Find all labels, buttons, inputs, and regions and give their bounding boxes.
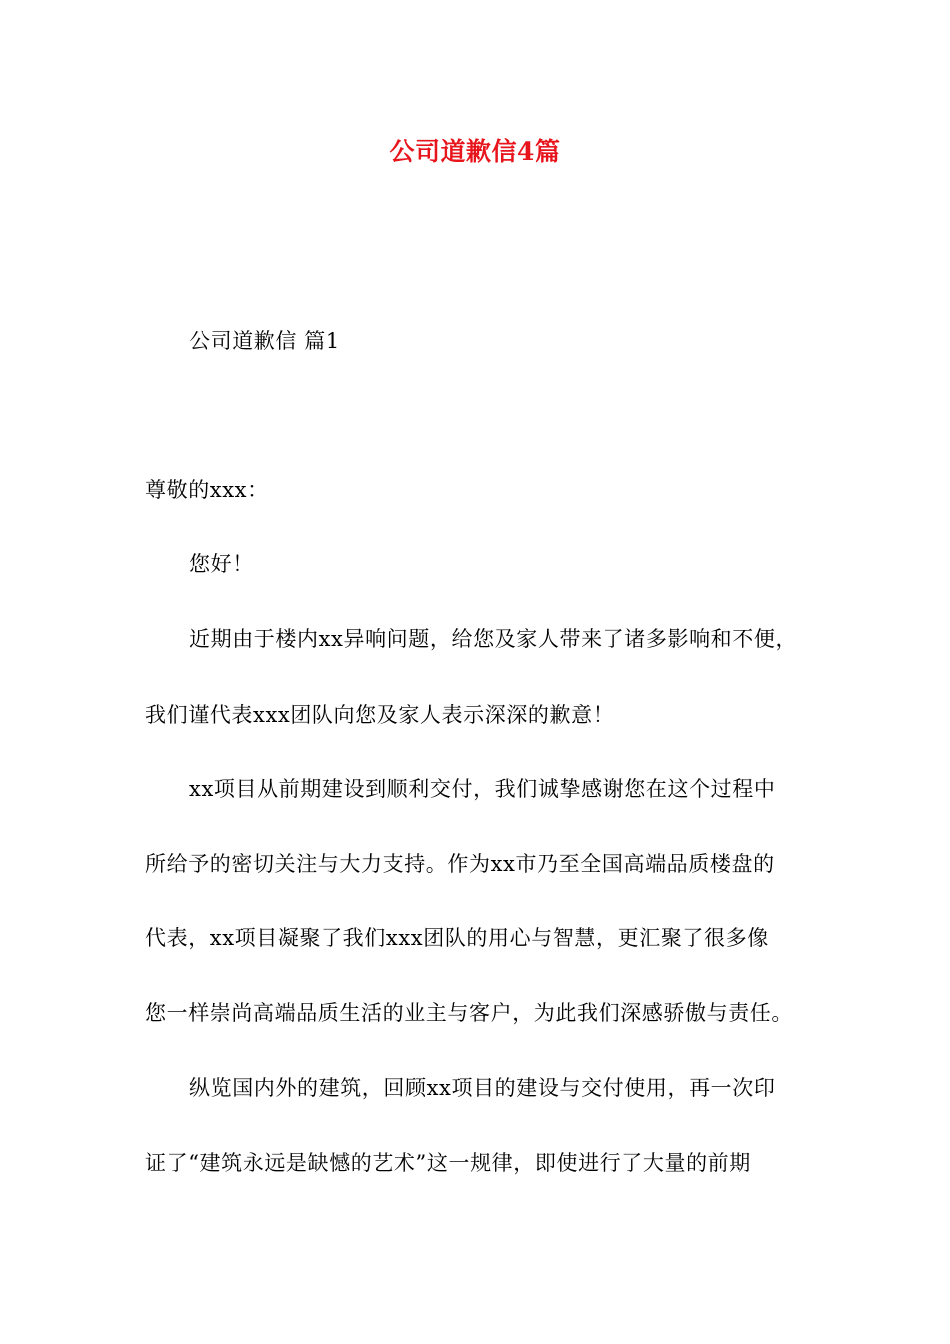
paragraph-1-line-2: 我们谨代表xxx团队向您及家人表示深深的歉意！ <box>145 703 615 727</box>
paragraph-2-line-3: 代表，xx项目凝聚了我们xxx团队的用心与智慧，更汇聚了很多像 <box>145 926 769 950</box>
greeting: 您好！ <box>189 552 254 576</box>
paragraph-3-line-1: 纵览国内外的建筑，回顾xx项目的建设与交付使用，再一次印 <box>189 1076 776 1100</box>
paragraph-2-line-4: 您一样崇尚高端品质生活的业主与客户，为此我们深感骄傲与责任。 <box>145 1001 793 1025</box>
section-heading: 公司道歉信 篇1 <box>189 329 340 353</box>
page-title: 公司道歉信4篇 <box>389 137 561 166</box>
salutation: 尊敬的xxx： <box>145 478 269 502</box>
paragraph-3-line-2: 证了“建筑永远是缺憾的艺术”这一规律，即使进行了大量的前期 <box>145 1151 751 1175</box>
paragraph-2-line-2: 所给予的密切关注与大力支持。作为xx市乃至全国高端品质楼盘的 <box>145 852 775 876</box>
paragraph-2-line-1: xx项目从前期建设到顺利交付，我们诚挚感谢您在这个过程中 <box>189 777 776 801</box>
paragraph-1-line-1: 近期由于楼内xx异响问题，给您及家人带来了诸多影响和不便， <box>189 627 798 651</box>
